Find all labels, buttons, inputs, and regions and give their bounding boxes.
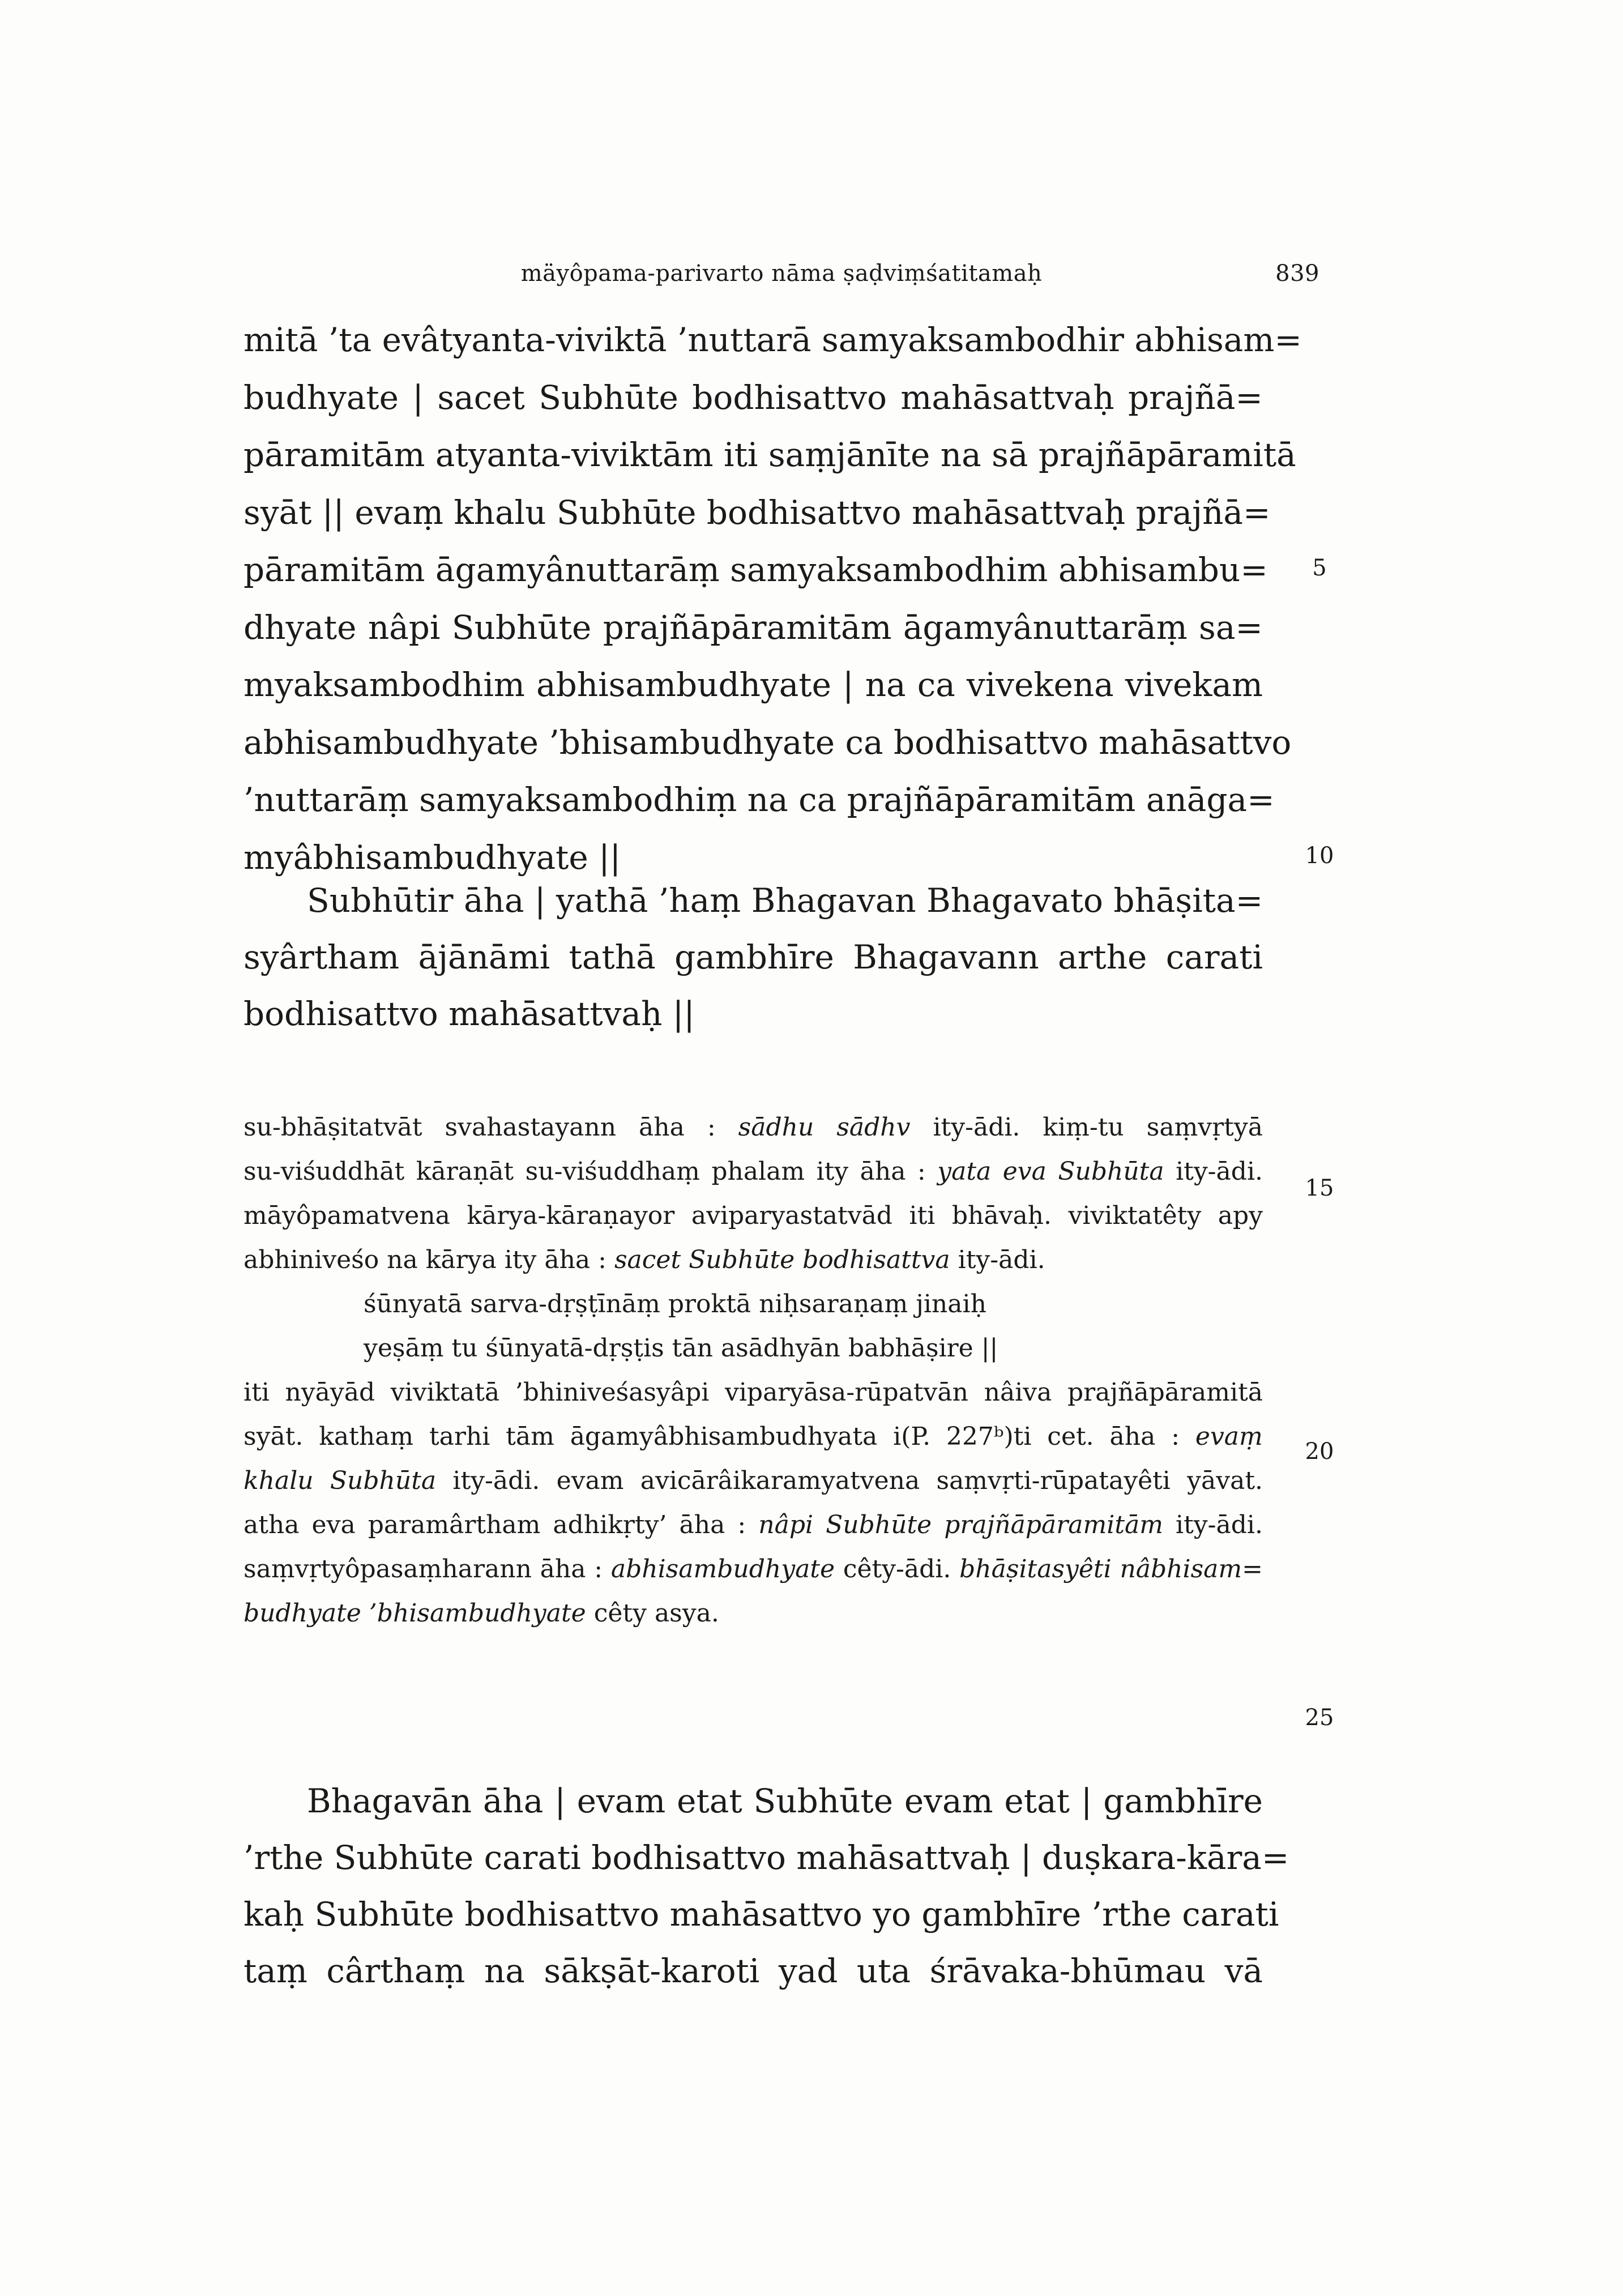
text-line: myaksambodhim abhisambudhyate | na ca vivekena vivekam: [244, 665, 1263, 704]
page-number: 839: [1275, 261, 1319, 287]
text-line: taṃ cârthaṃ na sākṣāt-karoti yad uta śrāvaka-bhūmau vā: [244, 1952, 1263, 1990]
text-line: Subhūtir āha | yathā ’haṃ Bhagavan Bhagavato bhāṣita=: [307, 881, 1263, 920]
commentary-line: syāt. kathaṃ tarhi tām āgamyâbhisambudhyata i(P. 227ᵇ)ti cet. āha : evaṃ: [244, 1422, 1263, 1451]
text-line: kaḥ Subhūte bodhisattvo mahāsattvo yo gambhīre ’rthe carati: [244, 1895, 1279, 1934]
text-line: syāt || evaṃ khalu Subhūte bodhisattvo mahāsattvaḥ prajñā=: [244, 493, 1271, 532]
commentary-line: budhyate ’bhisambudhyate cêty asya.: [244, 1599, 719, 1628]
text-line: abhisambudhyate ’bhisambudhyate ca bodhisattvo mahāsattvo: [244, 723, 1292, 762]
main-text-paragraph-1: [244, 311, 1302, 886]
verse-line: śūnyatā sarva-dṛṣṭīnāṃ proktā niḥsaraṇaṃ jinaiḥ: [364, 1290, 986, 1318]
text-line: bodhisattvo mahāsattvaḥ ||: [244, 995, 695, 1033]
line-number-25: 25: [1305, 1705, 1334, 1731]
running-title: mäyôpama-parivarto nāma ṣaḍviṃśatitamaḥ: [520, 261, 1043, 287]
text-line: budhyate | sacet Subhūte bodhisattvo mahāsattvaḥ prajñā=: [244, 378, 1263, 417]
commentary-line: iti nyāyād viviktatā ’bhiniveśasyâpi viparyāsa-rūpatvān nâiva prajñāpāramitā: [244, 1378, 1263, 1407]
line-number-15: 15: [1305, 1175, 1334, 1201]
commentary-line: su-bhāṣitatvāt svahastayann āha : sādhu sādhv ity-ādi. kiṃ-tu saṃvṛtyā: [244, 1113, 1263, 1142]
text-line: ’nuttarāṃ samyaksambodhiṃ na ca prajñāpāramitām anāga=: [244, 780, 1275, 819]
commentary-line: khalu Subhūta ity-ādi. evam avicārâikaramyatvena saṃvṛti-rūpatayêti yāvat.: [244, 1466, 1263, 1495]
line-number-10: 10: [1305, 843, 1334, 869]
text-line: pāramitām āgamyânuttarāṃ samyaksambodhim abhisambu=: [244, 550, 1268, 589]
commentary-line: saṃvṛtyôpasaṃharann āha : abhisambudhyate cêty-ādi. bhāṣitasyêti nâbhisam=: [244, 1555, 1263, 1584]
main-text-paragraph-2: [244, 872, 1263, 1042]
line-number-5: 5: [1312, 555, 1327, 581]
commentary-line: atha eva paramârtham adhikṛty’ āha : nâpi Subhūte prajñāpāramitām ity-ādi.: [244, 1510, 1263, 1539]
commentary-block: [244, 1106, 1263, 1636]
text-line: mitā ’ta evâtyanta-viviktā ’nuttarā samyaksambodhir abhisam=: [244, 321, 1302, 359]
commentary-line: abhiniveśo na kārya ity āha : sacet Subhūte bodhisattva ity-ādi.: [244, 1245, 1045, 1274]
main-text-paragraph-3: [244, 1773, 1289, 1999]
text-line: myâbhisambudhyate ||: [244, 838, 621, 877]
text-line: dhyate nâpi Subhūte prajñāpāramitām āgamyânuttarāṃ sa=: [244, 608, 1263, 647]
commentary-line: su-viśuddhāt kāraṇāt su-viśuddhaṃ phalam ity āha : yata eva Subhūta ity-ādi.: [244, 1157, 1263, 1186]
text-line: ’rthe Subhūte carati bodhisattvo mahāsattvaḥ | duṣkara-kāra=: [244, 1838, 1289, 1877]
text-line: pāramitām atyanta-viviktām iti saṃjānīte na sā prajñāpāramitā: [244, 436, 1296, 474]
verse-line: yeṣāṃ tu śūnyatā-dṛṣṭis tān asādhyān babhāṣire ||: [364, 1334, 998, 1363]
text-line: syârtham ājānāmi tathā gambhīre Bhagavann arthe carati: [244, 938, 1263, 976]
page-header: [244, 255, 1319, 300]
line-number-20: 20: [1305, 1439, 1334, 1465]
text-line: Bhagavān āha | evam etat Subhūte evam etat | gambhīre: [307, 1782, 1263, 1820]
commentary-line: māyôpamatvena kārya-kāraṇayor aviparyastatvād iti bhāvaḥ. viviktatêty apy: [244, 1201, 1263, 1230]
